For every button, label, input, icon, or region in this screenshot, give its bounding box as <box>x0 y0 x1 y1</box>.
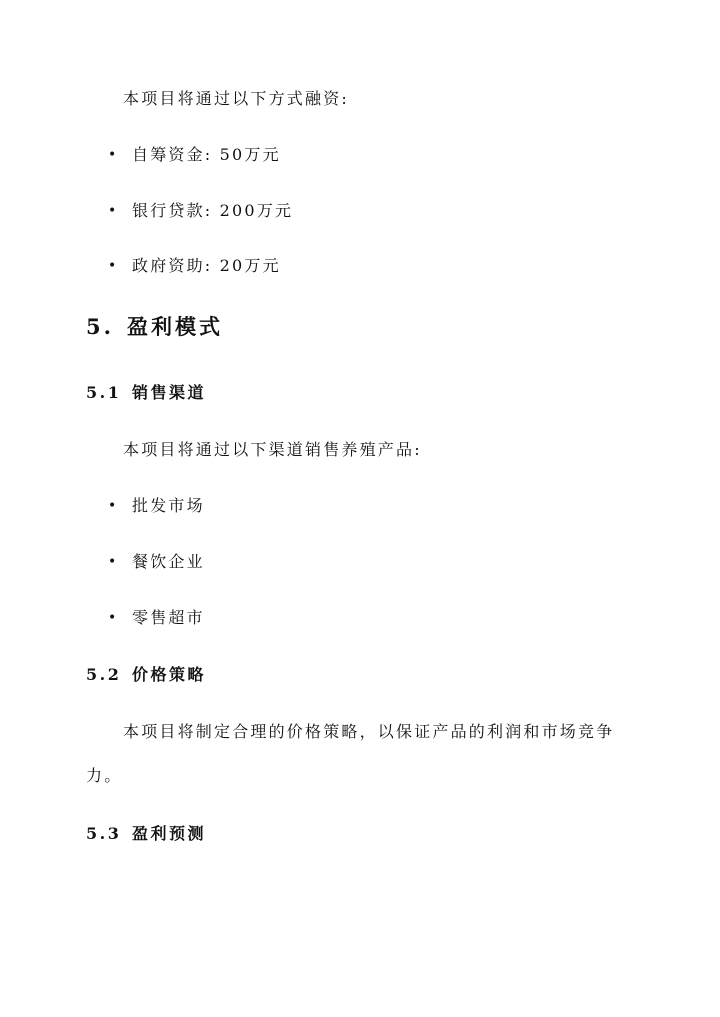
bullet-icon: • <box>108 498 119 514</box>
list-item-text: 银行贷款: 200万元 <box>132 201 294 220</box>
section-title: 盈利模式 <box>127 314 223 339</box>
sales-intro: 本项目将通过以下渠道销售养殖产品: <box>123 440 422 459</box>
list-item <box>108 496 205 516</box>
bullet-icon: • <box>108 610 119 626</box>
list-item <box>108 608 205 628</box>
pricing-paragraph-line-1: 本项目将制定合理的价格策略，以保证产品的利润和市场竞争 <box>123 722 615 741</box>
bullet-icon: • <box>108 258 119 274</box>
subsection-number: 5.2 <box>86 665 122 684</box>
list-item <box>108 201 293 221</box>
list-item-text: 政府资助: 20万元 <box>132 256 281 275</box>
subsection-title: 盈利预测 <box>132 824 207 843</box>
list-item-text: 批发市场 <box>132 496 205 515</box>
subsection-heading <box>86 824 206 844</box>
list-item <box>108 256 281 276</box>
subsection-number: 5.3 <box>86 824 122 843</box>
bullet-icon: • <box>108 203 119 219</box>
subsection-heading <box>86 383 206 403</box>
list-item-text: 自筹资金: 50万元 <box>132 145 281 164</box>
pricing-paragraph-line-2: 力。 <box>86 766 123 785</box>
bullet-icon: • <box>108 554 119 570</box>
subsection-title: 销售渠道 <box>132 383 207 402</box>
list-item-text: 零售超市 <box>132 608 205 627</box>
financing-intro: 本项目将通过以下方式融资: <box>123 89 349 108</box>
subsection-number: 5.1 <box>86 383 122 402</box>
section-number: 5. <box>86 314 114 339</box>
bullet-icon: • <box>108 147 119 163</box>
section-heading <box>86 314 223 340</box>
subsection-heading <box>86 665 206 685</box>
list-item <box>108 145 281 165</box>
list-item-text: 餐饮企业 <box>132 552 205 571</box>
list-item <box>108 552 205 572</box>
subsection-title: 价格策略 <box>132 665 207 684</box>
